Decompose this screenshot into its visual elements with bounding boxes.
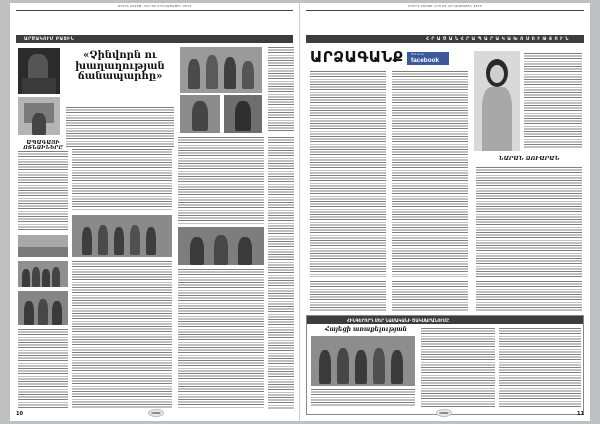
right-header-rule: [306, 10, 584, 11]
bottom-caption-text: [311, 389, 415, 407]
soldiers-row-photo: [18, 261, 68, 287]
right-logo: Օժեն: [436, 409, 452, 417]
facebook-find-text: Find us on: [411, 53, 425, 56]
right-lower-text-2: [392, 281, 468, 311]
group-photo-top: [180, 47, 262, 93]
bottom-article-text-1: [421, 328, 495, 408]
right-lower-text-3: [476, 281, 582, 311]
left-column-text: [18, 151, 68, 231]
woman-portrait-photo: [474, 51, 520, 151]
left-section-label: ԱՐԾԱԿՈՒՄ ԲԱՑԻՆ: [24, 36, 75, 42]
left-page-number: 10: [16, 411, 23, 417]
right-header-strip: ԱՊՐԻԼ 2013Թ. ՀԻՍ 05 ՀՈՂՎԱԾԱՅԻՆ 2013: [408, 4, 482, 8]
left-header-strip: ԱՊՐԻԼ 2013Թ. ՀԻՍ 05 ՀՈՂՎԱԾԱՅԻՆ 2013: [117, 4, 192, 8]
portrait-photo-small: [224, 95, 262, 133]
bottom-article-text-2: [499, 328, 581, 408]
lower-right-text: [178, 269, 264, 409]
landscape-photo: [18, 235, 68, 257]
middle-column-text-2: [178, 137, 264, 225]
bottom-section-label: ՀԻՆԳԵՐՈՐԴ ՄԵՐ ՆԱՄԱԿԱՆԻ ԾԱԿՍԱՐԱՆՈՒՄԸ: [347, 317, 450, 323]
right-col-2-text: [392, 71, 468, 277]
right-lower-text-1: [310, 281, 386, 311]
left-page: [10, 3, 300, 421]
facebook-badge[interactable]: [407, 52, 449, 65]
bottom-group-photo: [311, 336, 415, 386]
right-page: [300, 3, 590, 421]
facebook-label: facebook: [411, 56, 440, 64]
right-title: ԱՐՁԱԳԱՆՔ: [310, 48, 404, 66]
right-col-3-text: [476, 167, 582, 277]
soldiers-group-photo: [72, 215, 172, 257]
left-logo: Օժեն: [148, 409, 164, 417]
bottom-section-band: [307, 316, 583, 324]
quote-text: [524, 53, 582, 149]
right-section-band: [306, 35, 584, 43]
left-headline: «Չինվորն ու խաղաղության ճանապարհը»: [75, 50, 165, 82]
intro-text-block: [66, 107, 174, 147]
right-section-label: Հ Ր Ա Ծ Ա Ն Հ Ր Ա Պ Ա Ր Ա Կ Ա Խ Ո Ս Ո Ւ Թ Յ Ո Ւ Ն: [426, 36, 569, 42]
bottom-article-box: [306, 315, 584, 415]
soldiers-bottom-photo: [18, 291, 68, 325]
vertical-title: ԱՊԱԳԱՅԻ ՈՏՆՁԻՆԵՐԸ: [23, 140, 63, 152]
right-top-text: [268, 47, 294, 133]
middle-column-text-1: [72, 149, 172, 211]
right-page-number: 11: [577, 411, 584, 417]
left-header-rule: [16, 10, 293, 11]
lower-left-text: [18, 329, 68, 409]
newspaper-spread: [10, 3, 590, 421]
lower-middle-text: [72, 261, 172, 409]
bottom-headline: Հայեցի առաքելության: [325, 326, 407, 333]
right-col-1-text: [310, 71, 386, 277]
soldier-portrait-photo: [18, 48, 60, 94]
meeting-photo: [178, 227, 264, 265]
person-name: ՆԱՐԱՆ ՁՈՒԱՐԱՆ: [498, 156, 560, 162]
soldier-photo-small: [180, 95, 220, 133]
left-section-band: [16, 35, 293, 43]
flag-photo: [18, 97, 60, 135]
right-narrow-text: [268, 137, 294, 409]
